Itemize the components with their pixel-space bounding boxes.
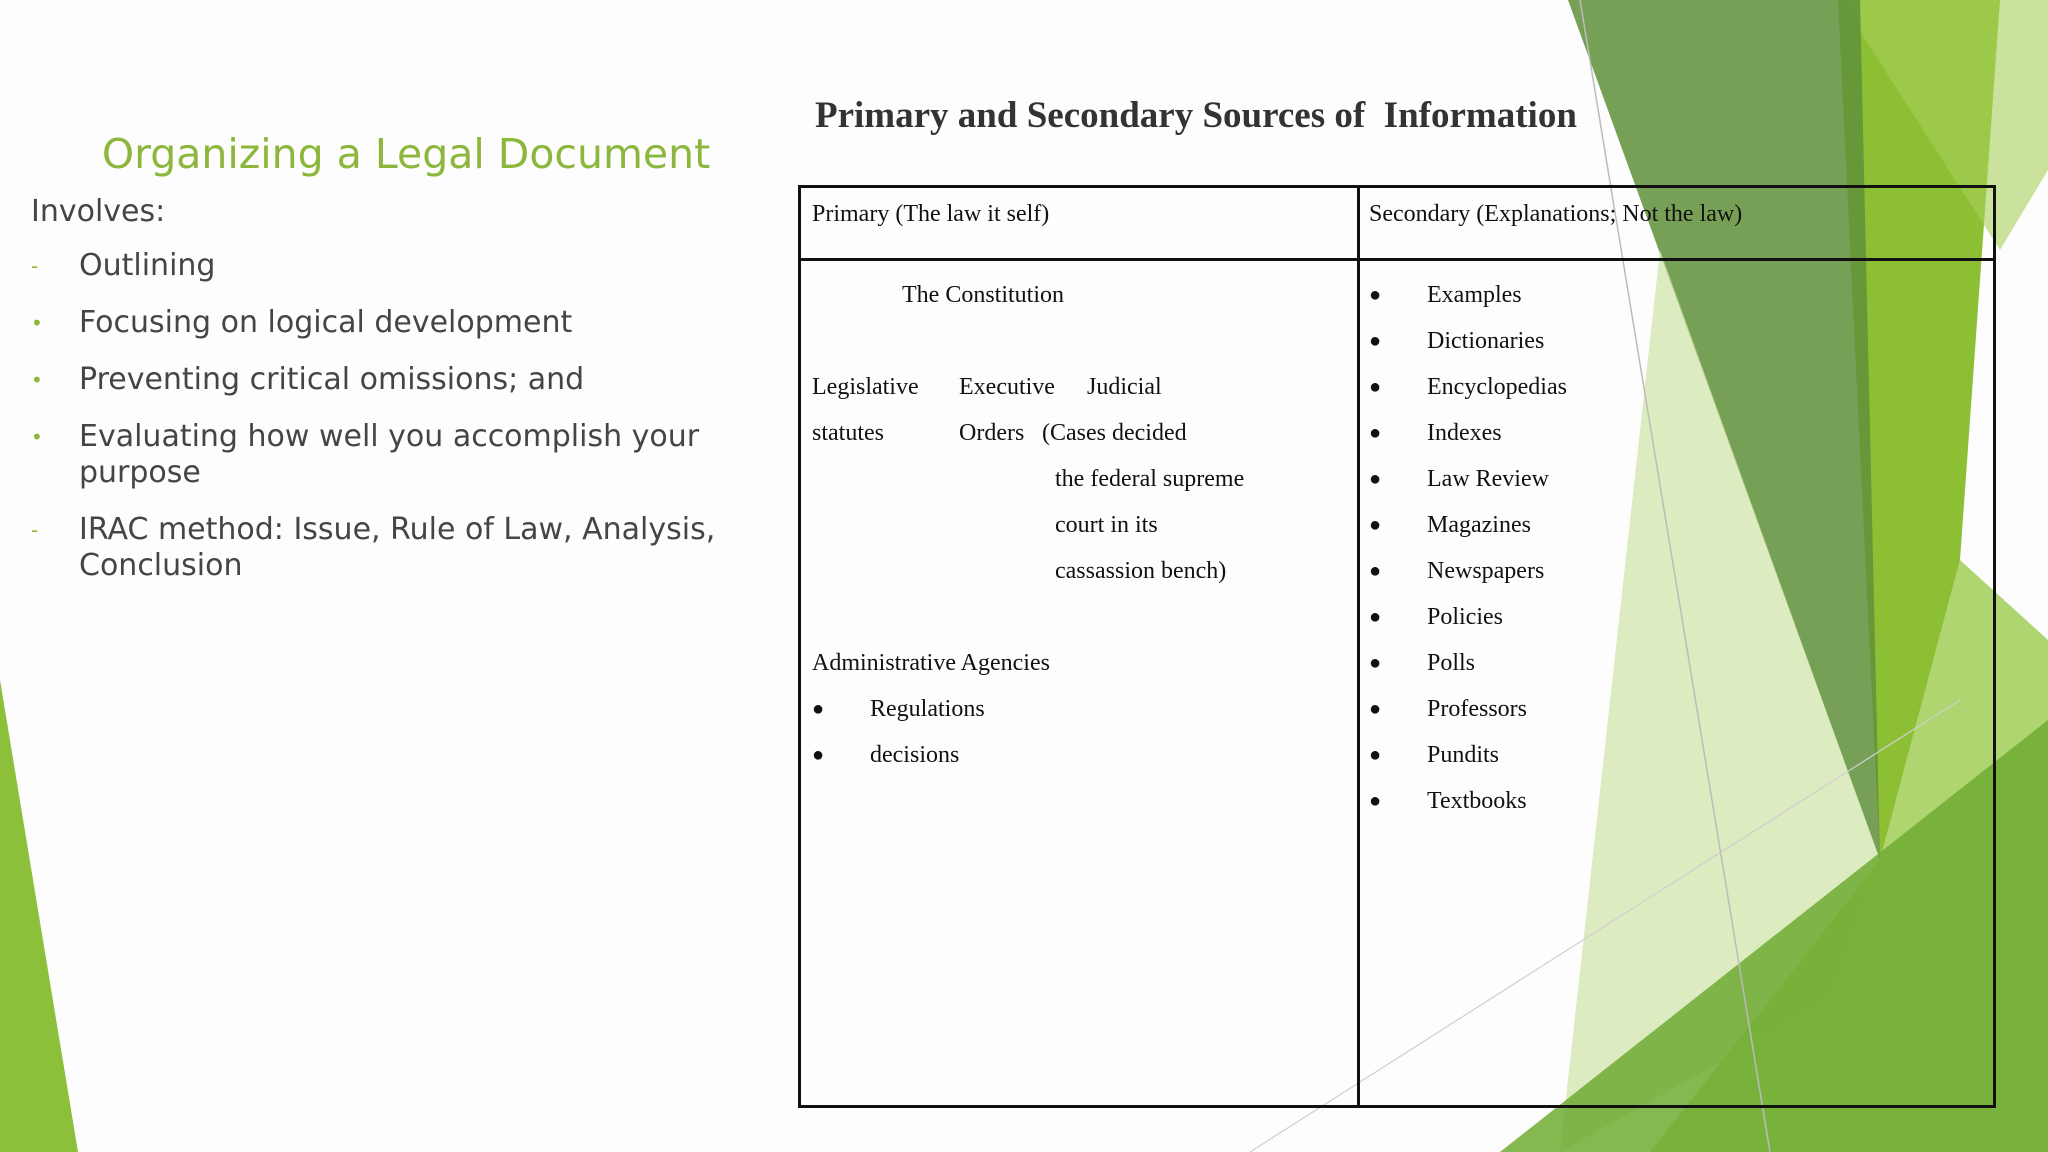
bullet-icon: ● <box>1369 560 1382 582</box>
agency-item <box>812 686 1352 732</box>
statutes-text: statutes <box>812 420 884 446</box>
cases-text: cassassion bench) <box>1055 558 1227 584</box>
secondary-item <box>1369 640 1969 686</box>
bullet-icon: ● <box>1369 514 1382 536</box>
blank-line <box>812 594 1352 640</box>
dash-icon: - <box>31 518 39 542</box>
list-item-text: Evaluating how well you accomplish your purpose <box>79 419 700 490</box>
bullet-icon: ● <box>1369 284 1382 306</box>
bullet-icon: ● <box>1369 376 1382 398</box>
bullet-icon: • <box>31 425 43 449</box>
dash-icon: - <box>31 254 39 278</box>
bullet-icon: ● <box>1369 422 1382 444</box>
cases-line <box>812 502 1352 548</box>
blank-line <box>812 318 1352 364</box>
secondary-item-text: Encyclopedias <box>1427 374 1567 400</box>
bullet-icon: ● <box>1369 468 1382 490</box>
cases-text: court in its <box>1055 512 1158 538</box>
list-item <box>31 248 771 284</box>
column-divider <box>1357 188 1360 1105</box>
secondary-item-text: Indexes <box>1427 420 1502 446</box>
secondary-item-text: Policies <box>1427 604 1503 630</box>
secondary-item-text: Dictionaries <box>1427 328 1545 354</box>
cases-text: the federal supreme <box>1055 466 1245 492</box>
orders-text: Orders <box>959 420 1025 446</box>
list-item-text: Preventing critical omissions; and <box>79 362 585 397</box>
row-divider <box>801 258 1993 261</box>
secondary-item-text: Textbooks <box>1427 788 1527 814</box>
constitution-text: The Constitution <box>902 282 1064 308</box>
secondary-item <box>1369 502 1969 548</box>
agencies-line <box>812 640 1352 686</box>
cases-text: (Cases decided <box>1042 420 1187 446</box>
list-item <box>31 512 771 584</box>
sources-table <box>798 185 1996 1108</box>
bullet-list <box>31 248 771 605</box>
agency-item-text: decisions <box>870 742 960 768</box>
secondary-item <box>1369 778 1969 824</box>
secondary-item-text: Magazines <box>1427 512 1531 538</box>
secondary-item-text: Newspapers <box>1427 558 1545 584</box>
cases-line <box>812 456 1352 502</box>
bullet-icon: ● <box>1369 330 1382 352</box>
list-item <box>31 419 771 491</box>
branches-line <box>812 364 1352 410</box>
primary-column <box>812 272 1352 778</box>
table-title: Primary and Secondary Sources of Information <box>815 95 1577 136</box>
list-item-text: Focusing on logical development <box>79 305 573 340</box>
list-item-text: Outlining <box>79 248 216 283</box>
intro-text: Involves: <box>31 194 166 229</box>
list-item <box>31 362 771 398</box>
agency-item-text: Regulations <box>870 696 985 722</box>
secondary-item <box>1369 272 1969 318</box>
constitution-line <box>812 272 1352 318</box>
secondary-item <box>1369 456 1969 502</box>
bullet-icon: • <box>31 311 43 335</box>
agencies-text: Administrative Agencies <box>812 650 1050 676</box>
bullet-icon: ● <box>1369 606 1382 628</box>
secondary-item-text: Examples <box>1427 282 1522 308</box>
bullet-icon: ● <box>1369 744 1382 766</box>
bullet-icon: ● <box>1369 790 1382 812</box>
left-green-triangle <box>0 680 78 1152</box>
bullet-icon: ● <box>812 698 825 720</box>
bullet-icon: ● <box>812 744 825 766</box>
secondary-item <box>1369 318 1969 364</box>
cases-line <box>812 548 1352 594</box>
secondary-item <box>1369 686 1969 732</box>
executive-label: Executive <box>959 374 1055 400</box>
secondary-item-text: Law Review <box>1427 466 1549 492</box>
secondary-item <box>1369 594 1969 640</box>
legislative-label: Legislative <box>812 374 919 400</box>
bullet-icon: • <box>31 368 43 392</box>
secondary-item <box>1369 410 1969 456</box>
secondary-item <box>1369 548 1969 594</box>
secondary-item <box>1369 364 1969 410</box>
list-item <box>31 305 771 341</box>
secondary-item-text: Pundits <box>1427 742 1500 768</box>
primary-header: Primary (The law it self) <box>812 201 1050 227</box>
secondary-header: Secondary (Explanations; Not the law) <box>1369 201 1743 227</box>
secondary-item <box>1369 732 1969 778</box>
bullet-icon: ● <box>1369 698 1382 720</box>
list-item-text: IRAC method: Issue, Rule of Law, Analysis, Conclusion <box>79 512 716 583</box>
agency-item <box>812 732 1352 778</box>
slide-title: Organizing a Legal Document <box>101 130 711 178</box>
secondary-item-text: Professors <box>1427 696 1527 722</box>
secondary-column <box>1369 272 1969 824</box>
statutes-line <box>812 410 1352 456</box>
secondary-item-text: Polls <box>1427 650 1476 676</box>
judicial-label: Judicial <box>1087 374 1162 400</box>
bullet-icon: ● <box>1369 652 1382 674</box>
